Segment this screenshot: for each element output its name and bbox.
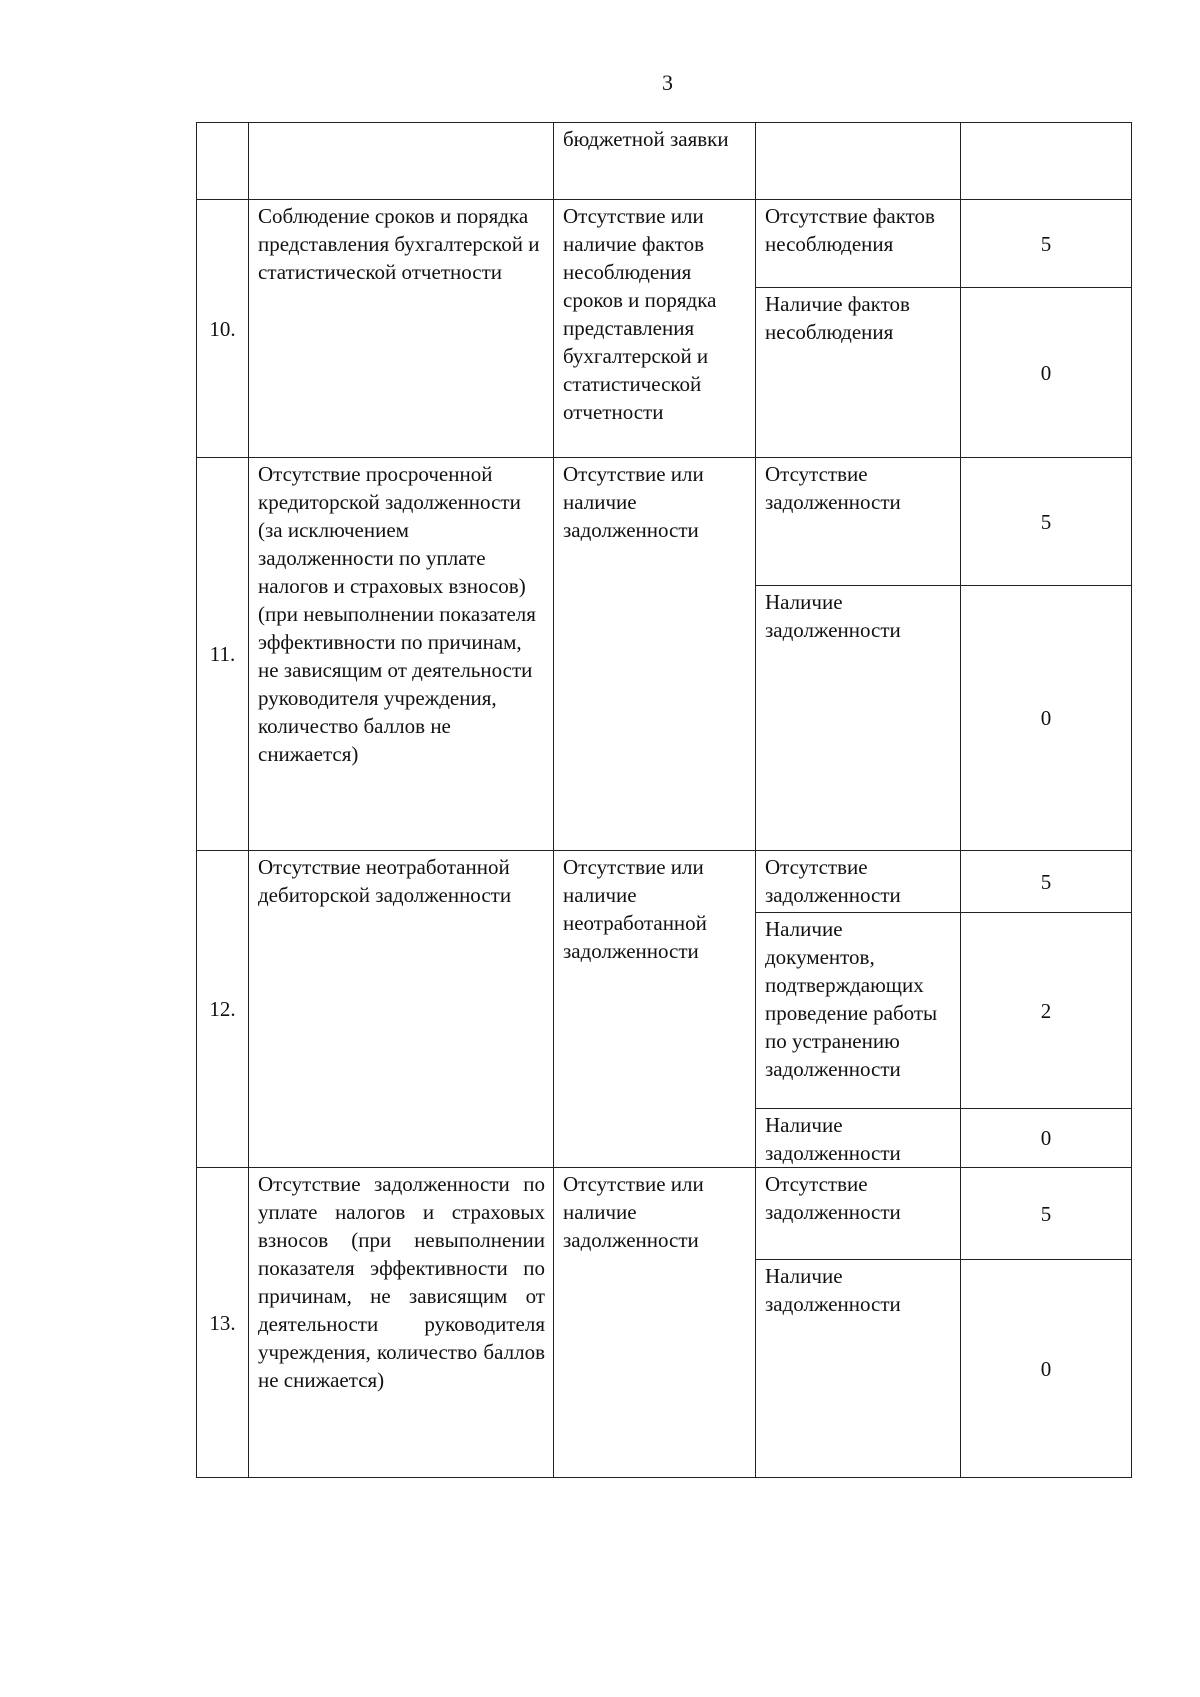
points-cell: 0 xyxy=(961,288,1132,458)
points-cell: 5 xyxy=(961,200,1132,288)
table-row xyxy=(197,200,1132,288)
table-row xyxy=(197,458,1132,586)
option-cell: Наличие фактов несоблюдения xyxy=(756,288,961,458)
indicator-cell: Отсутствие или наличие неотработанной задолженности xyxy=(554,851,756,1168)
option-cell: Наличие документов, подтверждающих проведение работы по устранению задолженности xyxy=(756,913,961,1109)
indicator-cell: Отсутствие или наличие фактов несоблюдения сроков и порядка представления бухгалтерской и статистической отчетности xyxy=(554,200,756,458)
page-number: 3 xyxy=(662,70,673,95)
table-row xyxy=(197,123,1132,200)
option-cell: Наличие задолженности xyxy=(756,1260,961,1478)
row-number: 13. xyxy=(197,1168,249,1478)
criterion-cell: Отсутствие просроченной кредиторской задолженности (за исключением задолженности по уплате налогов и страховых взносов) (при невыполнении показателя эффективности по причинам, не зависящим от деятельности руководителя учреждения, количество баллов не снижается) xyxy=(249,458,554,851)
points-cell: 5 xyxy=(961,1168,1132,1260)
criterion-cell: Отсутствие неотработанной дебиторской задолженности xyxy=(249,851,554,1168)
points-cell: 0 xyxy=(961,1260,1132,1478)
criteria-table xyxy=(196,122,1132,1478)
criterion-cell xyxy=(249,123,554,200)
option-cell: Отсутствие фактов несоблюдения xyxy=(756,200,961,288)
table-row xyxy=(197,1168,1132,1260)
row-number xyxy=(197,123,249,200)
option-cell: Отсутствие задолженности xyxy=(756,1168,961,1260)
indicator-cell: Отсутствие или наличие задолженности xyxy=(554,1168,756,1478)
points-cell: 2 xyxy=(961,913,1132,1109)
points-cell: 0 xyxy=(961,586,1132,851)
row-number: 11. xyxy=(197,458,249,851)
points-cell xyxy=(961,123,1132,200)
points-cell: 5 xyxy=(961,851,1132,913)
option-cell: Отсутствие задолженности xyxy=(756,851,961,913)
option-cell: Наличие задолженности xyxy=(756,586,961,851)
criterion-cell: Отсутствие задолженности по уплате налогов и страховых взносов (при невыполнении показателя эффективности по причинам, не зависящим от деятельности руководителя учреждения, количество баллов не снижается) xyxy=(249,1168,554,1478)
points-cell: 0 xyxy=(961,1109,1132,1168)
indicator-cell: бюджетной заявки xyxy=(554,123,756,200)
table-row xyxy=(197,851,1132,913)
row-number: 12. xyxy=(197,851,249,1168)
row-number: 10. xyxy=(197,200,249,458)
option-cell: Отсутствие задолженности xyxy=(756,458,961,586)
indicator-cell: Отсутствие или наличие задолженности xyxy=(554,458,756,851)
option-cell: Наличие задолженности xyxy=(756,1109,961,1168)
criterion-cell: Соблюдение сроков и порядка представления бухгалтерской и статистической отчетности xyxy=(249,200,554,458)
option-cell xyxy=(756,123,961,200)
points-cell: 5 xyxy=(961,458,1132,586)
